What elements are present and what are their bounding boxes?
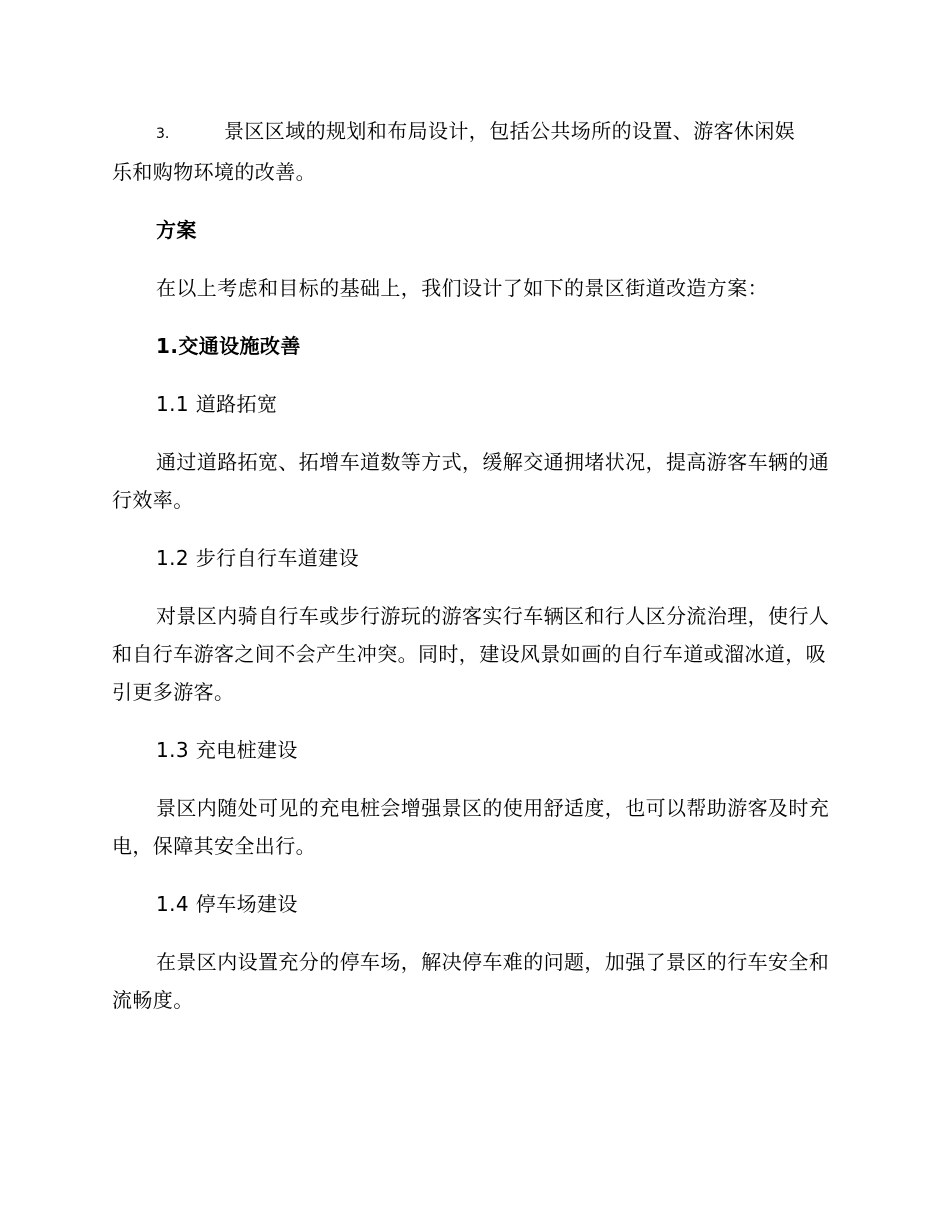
section-title-traffic: 1.交通设施改善 (156, 334, 301, 358)
subsection-title-road-widening: 1.1 道路拓宽 (156, 392, 278, 416)
paragraph-bike-lanes: 对景区内骑自行车或步行游玩的游客实行车辆区和行人区分流治理，使行人和自行车游客之间不会产生冲突。同时，建设风景如画的自行车道或溜冰道，吸引更多游客。 (112, 604, 830, 704)
list-item-3 (112, 112, 832, 153)
list-item-continuation: 乐和购物环境的改善。 (112, 160, 316, 184)
paragraph-road-widening: 通过道路拓宽、拓增车道数等方式，缓解交通拥堵状况，提高游客车辆的通行效率。 (112, 450, 830, 512)
list-number: 3. (156, 126, 170, 142)
subsection-title-bike-lanes: 1.2 步行自行车道建设 (156, 546, 359, 570)
subsection-title-charging: 1.3 充电桩建设 (156, 738, 298, 762)
paragraph-charging: 景区内随处可见的充电桩会增强景区的使用舒适度，也可以帮助游客及时充电，保障其安全出行。 (112, 796, 830, 858)
paragraph-parking: 在景区内设置充分的停车场，解决停车难的问题，加强了景区的行车安全和流畅度。 (112, 950, 830, 1012)
list-item-text: 景区区域的规划和布局设计，包括公共场所的设置、游客休闲娱 (224, 119, 796, 143)
subsection-title-parking: 1.4 停车场建设 (156, 892, 298, 916)
intro-paragraph: 在以上考虑和目标的基础上，我们设计了如下的景区街道改造方案： (156, 276, 768, 300)
heading-plan: 方案 (156, 218, 197, 242)
document-content (112, 112, 832, 1039)
